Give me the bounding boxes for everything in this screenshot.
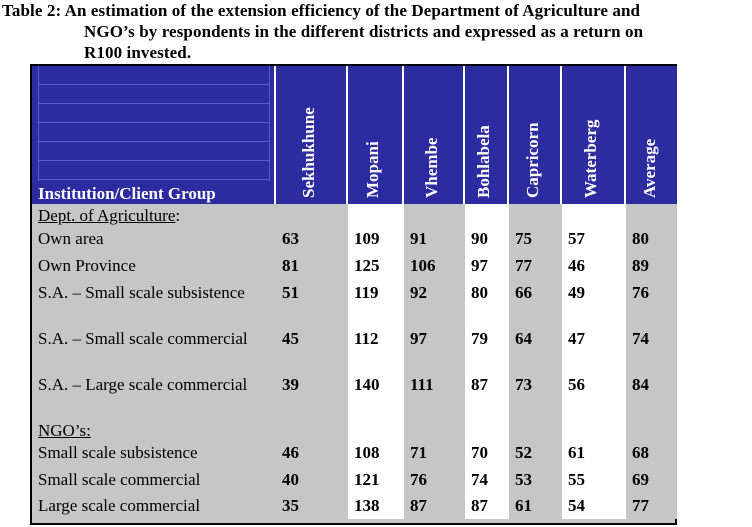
value-cell: 55 [562,468,626,494]
row-label: S.A. – Small scale subsistence [32,281,276,327]
value-cell: 106 [404,254,465,281]
value-cell: 138 [348,494,404,519]
section-label-ngo [32,419,276,441]
value-cell: 92 [404,281,465,327]
value-cell: 79 [465,327,509,373]
value-cell: 76 [404,468,465,494]
value-cell: 45 [276,327,348,373]
value-cell: 51 [276,281,348,327]
value-cell: 53 [509,468,562,494]
table-row [32,227,675,254]
table-row [32,441,675,468]
value-cell: 84 [626,373,677,419]
blank-cell [626,419,677,441]
header-institution-label: Institution/Client Group [38,184,216,203]
blank-cell [348,419,404,441]
value-cell: 77 [626,494,677,519]
value-cell: 57 [562,227,626,254]
value-cell: 40 [276,468,348,494]
col-label: Vhembe [421,137,441,198]
value-cell: 77 [509,254,562,281]
value-cell: 125 [348,254,404,281]
value-cell: 73 [509,373,562,419]
table-row [32,468,675,494]
value-cell: 68 [626,441,677,468]
value-cell: 70 [465,441,509,468]
value-cell: 56 [562,373,626,419]
blank-cell [509,419,562,441]
value-cell: 121 [348,468,404,494]
value-cell: 97 [465,254,509,281]
row-label: Own Province [32,254,276,281]
value-cell: 69 [626,468,677,494]
row-label: Small scale subsistence [32,441,276,468]
value-cell: 140 [348,373,404,419]
blank-cell [509,204,562,227]
value-cell: 76 [626,281,677,327]
col-label: Waterberg [581,119,600,198]
header-col-bohlabela [465,66,509,206]
value-cell: 108 [348,441,404,468]
section-label-ngo-text: NGO’s: [38,421,91,440]
blank-cell [276,204,348,227]
header-col-mopani [348,66,404,206]
table-row [32,373,675,419]
value-cell: 81 [276,254,348,281]
value-cell: 109 [348,227,404,254]
value-cell: 63 [276,227,348,254]
value-cell: 49 [562,281,626,327]
value-cell: 54 [562,494,626,519]
row-label: S.A. – Large scale commercial [32,373,276,419]
value-cell: 35 [276,494,348,519]
value-cell: 80 [465,281,509,327]
row-label: S.A. – Small scale commercial [32,327,276,373]
value-cell: 64 [509,327,562,373]
table-caption [2,0,752,63]
value-cell: 74 [626,327,677,373]
section-row-ngo [32,419,675,441]
value-cell: 87 [465,494,509,519]
value-cell: 87 [404,494,465,519]
value-cell: 119 [348,281,404,327]
row-label: Own area [32,227,276,254]
col-label: Mopani [363,141,382,198]
blank-cell [465,204,509,227]
value-cell: 71 [404,441,465,468]
table-row [32,494,675,519]
value-cell: 97 [404,327,465,373]
col-label: Average [639,138,659,198]
value-cell: 111 [404,373,465,419]
section-label-dept-colon: : [175,206,181,225]
col-label: Sekhukhune [299,107,318,198]
header-col-average [626,66,677,206]
col-label: Bohlabela [474,125,493,198]
efficiency-table [30,64,677,525]
value-cell: 75 [509,227,562,254]
value-cell: 39 [276,373,348,419]
caption-line-2: NGO’s by respondents in the different districts and expressed as a return on [84,22,644,41]
value-cell: 46 [562,254,626,281]
header-col-waterberg [562,66,626,206]
blank-cell [562,419,626,441]
header-corner-cell [32,66,276,206]
blank-cell [465,419,509,441]
value-cell: 90 [465,227,509,254]
value-cell: 80 [626,227,677,254]
header-col-vhembe [404,66,465,206]
section-row-dept [32,204,675,227]
value-cell: 52 [509,441,562,468]
table-row [32,281,675,327]
value-cell: 112 [348,327,404,373]
value-cell: 46 [276,441,348,468]
table-header [32,66,675,206]
blank-cell [562,204,626,227]
blank-cell [404,204,465,227]
section-label-dept [32,204,276,227]
blank-cell [404,419,465,441]
value-cell: 74 [465,468,509,494]
table-row [32,327,675,373]
value-cell: 89 [626,254,677,281]
header-col-sekhukhune [276,66,348,206]
section-label-dept-text: Dept. of Agriculture [38,206,176,225]
value-cell: 87 [465,373,509,419]
blank-cell [626,204,677,227]
row-label: Large scale commercial [32,494,276,519]
row-label: Small scale commercial [32,468,276,494]
value-cell: 61 [562,441,626,468]
value-cell: 61 [509,494,562,519]
col-label: Capricorn [522,122,542,198]
value-cell: 66 [509,281,562,327]
value-cell: 47 [562,327,626,373]
caption-line-3: R100 invested. [84,43,192,62]
blank-cell [348,204,404,227]
blank-cell [276,419,348,441]
header-col-capricorn [509,66,562,206]
table-row [32,254,675,281]
caption-line-1: Table 2: An estimation of the extension efficiency of the Department of Agriculture and [2,1,641,20]
value-cell: 91 [404,227,465,254]
